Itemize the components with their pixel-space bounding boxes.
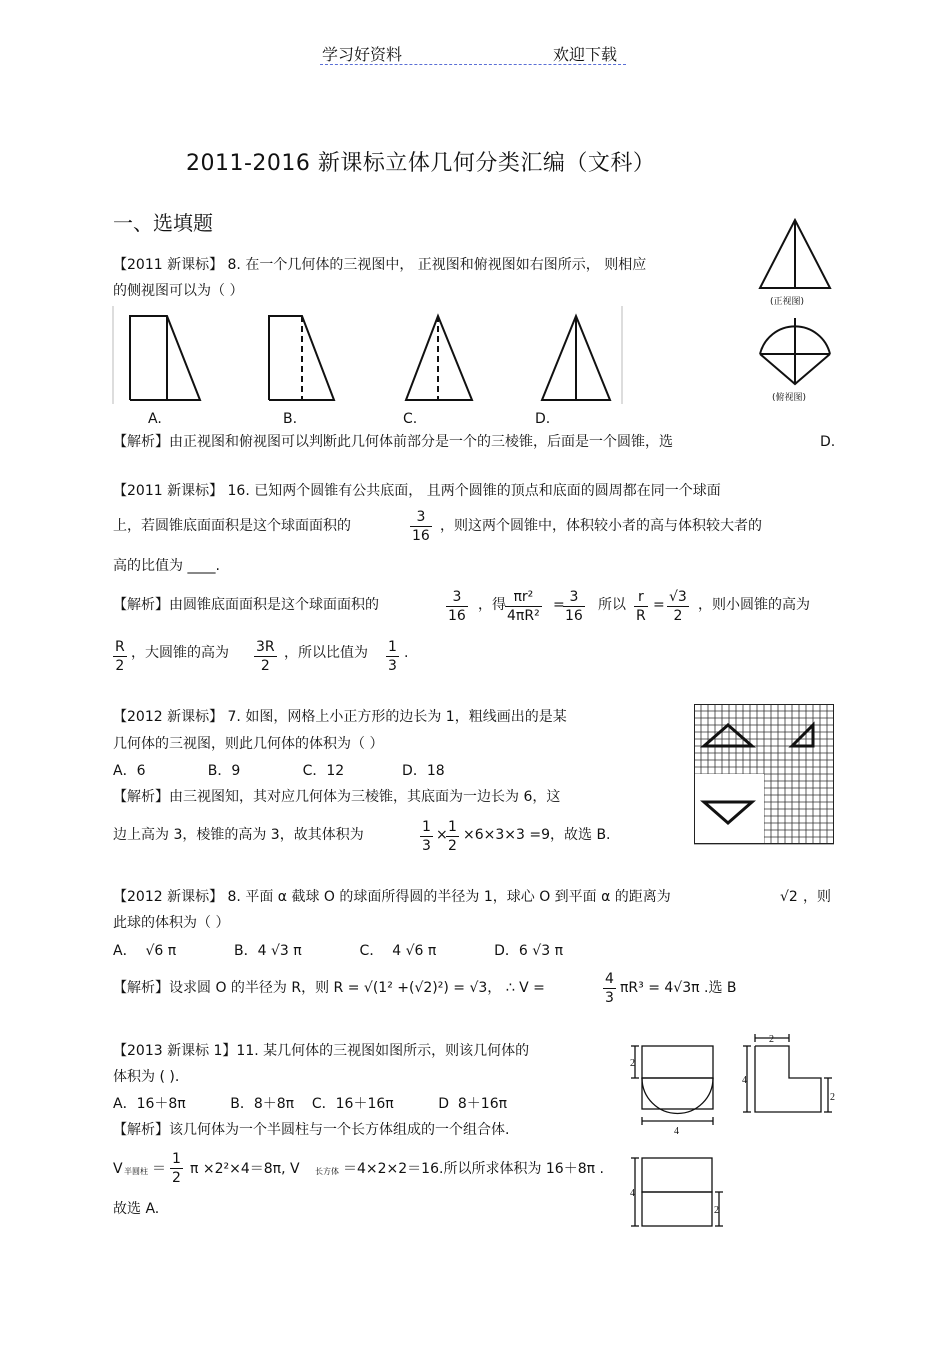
dim-side-height: 4 [742, 1075, 747, 1086]
q3-frac2: $\frac{1}{2}$ [448, 819, 457, 854]
q3-solution-2b: ×6×3×3 =9，故选 B. [463, 827, 611, 843]
q4-options: A． √6 π B．4 √3 π C． 4 √6 π D．6 √3 π [113, 943, 563, 959]
option-c-label: C. [403, 411, 418, 427]
q4-line1a: 【2012 新课标】 8. 平面 α 截球 O 的球面所得圆的半径为 1，球心 O 到平面 α 的距离为 [113, 889, 671, 905]
q2-solution-b: ，得 [478, 597, 506, 613]
front-view-label: (正视图) [770, 297, 805, 307]
q1-answer: D. [820, 434, 836, 450]
option-c-figure [406, 316, 472, 400]
q2-solution-f: ，所以比值为 [284, 645, 368, 661]
q2-solution-d: ，则小圆锥的高为 [698, 597, 810, 613]
option-b-figure [269, 316, 334, 400]
q3-options: A．6 B．9 C．12 D．18 [113, 763, 445, 779]
q5-sub-half-cylinder: 半圆柱 [124, 1167, 148, 1176]
q3-line2: 几何体的三视图，则此几何体的体积为（ ） [113, 736, 384, 752]
q5-v-label: V [113, 1161, 123, 1177]
page-title: 2011-2016 新课标立体几何分类汇编（文科） [186, 151, 656, 176]
q5-sub-cuboid: 长方体 [315, 1167, 339, 1176]
header-left: 学习好资料 [322, 45, 403, 64]
q2-sol-frac2: $\frac{\text{πr²}}{\text{4πR²}}$ [507, 589, 540, 624]
q5-frac: $\frac{1}{2}$ [172, 1151, 181, 1186]
option-a-figure [130, 316, 200, 400]
q5-solution-3: 故选 A. [113, 1201, 160, 1217]
q4-line2: 此球的体积为（ ） [113, 915, 230, 931]
option-b-label: B. [283, 411, 298, 427]
q4-frac: $\frac{4}{3}$ [605, 971, 614, 1006]
q3-line1: 【2012 新课标】 7. 如图，网格上小正方形的边长为 1，粗线画出的是某 [113, 709, 567, 725]
q4-solution: 【解析】设求圆 O 的半径为 R，则 R = √(1² +(√2)²) = √3， ∴ V = [113, 980, 545, 996]
header-divider [320, 64, 626, 65]
dim-front-width: 4 [674, 1126, 679, 1137]
dim-side-step: 2 [830, 1092, 835, 1103]
q5-eq: ＝ [152, 1161, 166, 1177]
section-heading: 一、选填题 [113, 211, 213, 235]
q5-solution-1: 【解析】该几何体为一个半圆柱与一个长方体组成的一个组合体. [113, 1122, 510, 1138]
q2-line1: 【2011 新课标】 16. 已知两个圆锥有公共底面， 且两个圆锥的顶点和底面的圆周都在同一个球面 [113, 483, 721, 499]
q1-solution: 【解析】由正视图和俯视图可以判断此几何体前部分是一个的三棱锥，后面是一个圆锥，选 [113, 434, 673, 450]
q5-options: A．16＋8π B．8＋8π C．16＋16π D 8＋16π [113, 1096, 508, 1112]
header-right: 欢迎下载 [553, 45, 618, 64]
q3-times: × [436, 827, 448, 843]
q4-solution-b: πR³ = 4√3π .选 B [620, 980, 737, 996]
q2-sol-frac8: $\frac{1}{3}$ [388, 639, 397, 674]
q2-equals: = [553, 597, 565, 613]
q2-sol-frac7: $\frac{3R}{2}$ [256, 639, 275, 674]
q2-line3: 高的比值为 ____. [113, 558, 220, 574]
q3-solution-1: 【解析】由三视图知，其对应几何体为三棱锥，其底面为一边长为 6，这 [113, 789, 561, 805]
top-view-label: (俯视图) [772, 393, 807, 403]
q2-equals-2: = [653, 597, 665, 613]
q3-frac1: $\frac{1}{3}$ [422, 819, 431, 854]
q5-solution-2c: π ×2²×4＝8π, V [190, 1161, 300, 1177]
dim-side-top: 2 [769, 1034, 774, 1045]
q2-line2a: 上，若圆锥底面面积是这个球面面积的 [113, 518, 351, 534]
q5-solution-2d: ＝4×2×2＝16.所以所求体积为 16＋8π . [343, 1161, 604, 1177]
dim-top-height: 4 [630, 1188, 635, 1199]
q1-line2: 的侧视图可以为（ ） [113, 283, 244, 299]
q2-solution-c: 所以 [598, 597, 626, 613]
q1-line1: 【2011 新课标】 8. 在一个几何体的三视图中， 正视图和俯视图如右图所示， 则相应 [113, 257, 647, 273]
option-d-label: D. [535, 411, 551, 427]
q2-sol-frac1: $\frac{3}{16}$ [448, 589, 466, 624]
q3-grid-figure [694, 704, 834, 846]
q4-sqrt2: √2 [780, 889, 798, 905]
q5-line2: 体积为 ( ). [113, 1069, 180, 1085]
q2-solution-e: ，大圆锥的高为 [131, 645, 229, 661]
q1-three-views-figure [755, 214, 835, 406]
q2-sol-frac4: $\frac{r}{R}$ [636, 589, 646, 624]
q2-solution-a: 【解析】由圆锥底面面积是这个球面面积的 [113, 597, 379, 613]
dim-front-height: 2 [630, 1058, 635, 1069]
q2-sol-frac5: $\frac{√3}{2}$ [669, 589, 687, 624]
q2-line2b: ，则这两个圆锥中，体积较小者的高与体积较大者的 [440, 518, 762, 534]
q2-sol-frac3: $\frac{3}{16}$ [565, 589, 583, 624]
option-d-figure [542, 316, 610, 400]
q5-line1: 【2013 新课标 1】11. 某几何体的三视图如图所示，则该几何体的 [113, 1043, 530, 1059]
dim-top-step: 2 [714, 1205, 719, 1216]
q5-three-views-figure [625, 1028, 840, 1228]
q2-sol-frac6: $\frac{R}{2}$ [115, 639, 125, 674]
q1-options-figure [112, 306, 624, 406]
q2-final-dot: . [404, 645, 409, 661]
q3-solution-2a: 边上高为 3，棱锥的高为 3，故其体积为 [113, 827, 364, 843]
q4-line1b: ，则 [803, 889, 831, 905]
option-a-label: A. [148, 411, 162, 427]
q2-fraction-area-ratio: $\frac{3}{16}$ [412, 509, 430, 544]
